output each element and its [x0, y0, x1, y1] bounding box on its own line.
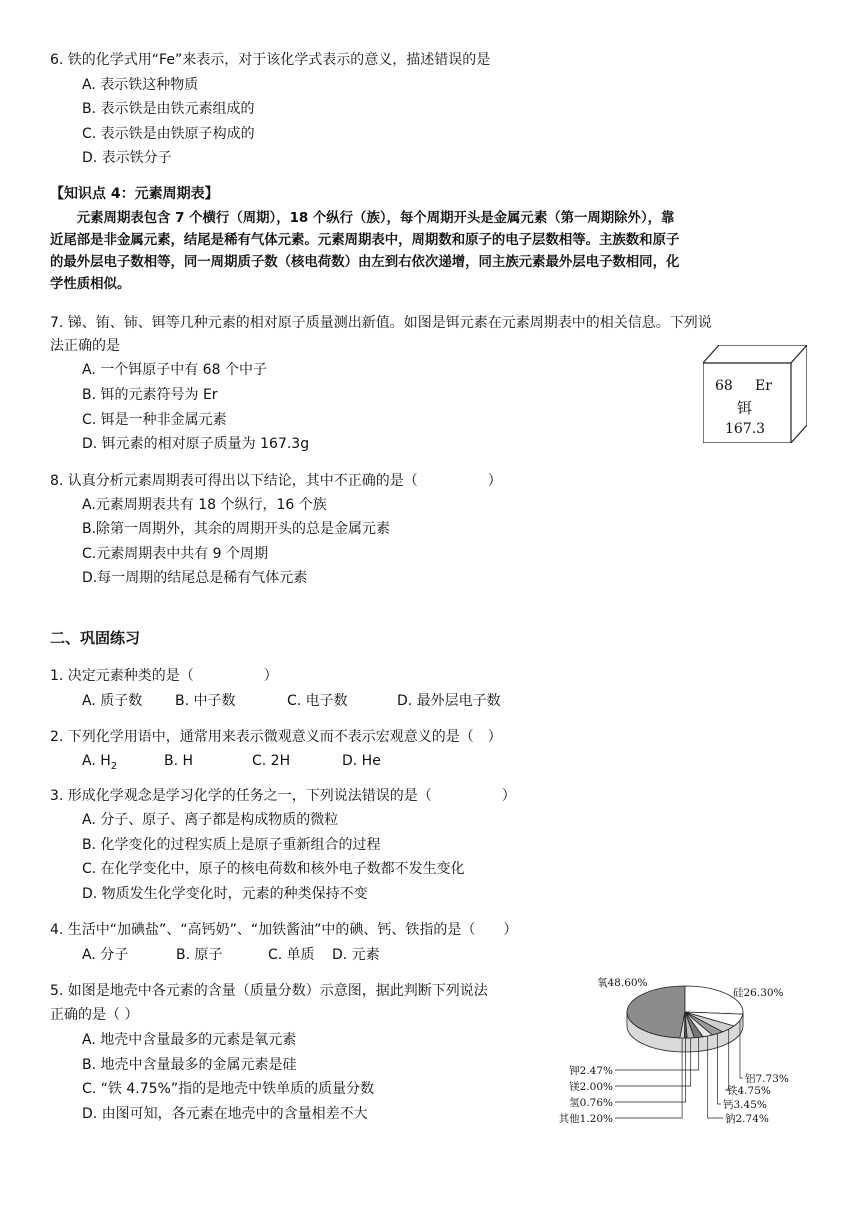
pie-slices	[627, 986, 743, 1038]
kp4-body-line: 近尾部是非金属元素，结尾是稀有气体元素。元素周期表中，周期数和原子的电子层数相等。主族数和原子	[50, 233, 680, 248]
q6-option-b: B. 表示铁是由铁元素组成的	[82, 101, 255, 117]
p3-option-d: D. 物质发生化学变化时，元素的种类保持不变	[82, 886, 368, 902]
pie-label-硅: 硅26.30%	[733, 987, 784, 999]
p2-subscript: 2	[110, 760, 118, 772]
p1-stem: 1. 决定元素种类的是（ ）	[50, 668, 278, 684]
kp4-body-line: 学性质相似。	[50, 277, 131, 292]
p5-option-d: D. 由图可知，各元素在地壳中的含量相差不大	[82, 1106, 368, 1122]
pie-label-铝: 铝7.73%	[745, 1073, 789, 1085]
q6-option-a: A. 表示铁这种物质	[82, 77, 199, 93]
q6-option-c: C. 表示铁是由铁原子构成的	[82, 126, 255, 142]
q8-option-b: B.除第一周期外，其余的周期开头的总是金属元素	[82, 521, 391, 537]
q8-option-a: A.元素周期表共有 18 个纵行，16 个族	[82, 497, 327, 513]
q7-option-c: C. 铒是一种非金属元素	[82, 412, 227, 428]
p2-option-d: D. He	[342, 753, 381, 769]
kp4-title: 【知识点 4：元素周期表】	[50, 186, 219, 202]
p5-option-a: A. 地壳中含量最多的元素是氧元素	[82, 1032, 297, 1048]
q7-stem-line: 法正确的是	[50, 338, 120, 354]
p5-stem-line: 正确的是（ ）	[50, 1007, 139, 1023]
p2-option-c: C. 2H	[252, 753, 291, 769]
p4-options	[82, 945, 380, 965]
p4-option-b: B. 原子	[176, 947, 223, 963]
kp4-body-line: 元素周期表包含 7 个横行（周期），18 个纵行（族），每个周期开头是金属元素（第一周期除外），靠	[50, 211, 675, 226]
p3-option-c: C. 在化学变化中，原子的核电荷数和核外电子数都不发生变化	[82, 861, 465, 877]
p3-option-b: B. 化学变化的过程实质上是原子重新组合的过程	[82, 837, 381, 853]
p2-options	[82, 751, 381, 777]
p3-option-a: A. 分子、原子、离子都是构成物质的微粒	[82, 812, 339, 828]
crust-element-pie-chart	[555, 970, 800, 1132]
pie-label-氧: 氧48.60%	[597, 977, 648, 989]
p1-option-d: D. 最外层电子数	[397, 693, 501, 709]
q6-option-d: D. 表示铁分子	[82, 150, 172, 166]
p4-option-c: C. 单质	[268, 947, 315, 963]
q6-stem: 6. 铁的化学式用“Fe”来表示，对于该化学式表示的意义，描述错误的是	[50, 52, 491, 68]
element-cell-figure	[703, 345, 807, 443]
pie-label-镁: 镁2.00%	[569, 1081, 613, 1093]
p4-option-a: A. 分子	[82, 947, 129, 963]
pie-label-钙: 钙3.45%	[723, 1099, 767, 1111]
pie-label-铁: 铁4.75%	[727, 1085, 771, 1097]
kp4-body-line: 的最外层电子数相等，同一周期质子数（核电荷数）由左到右依次递增，同主族元素最外层电子数相同，化	[50, 255, 680, 270]
p1-options	[82, 691, 501, 711]
p3-stem: 3. 形成化学观念是学习化学的任务之一，下列说法错误的是（ ）	[50, 788, 516, 804]
q8-option-c: C.元素周期表中共有 9 个周期	[82, 546, 269, 562]
p2-stem: 2. 下列化学用语中，通常用来表示微观意义而不表示宏观意义的是（ ）	[50, 729, 502, 745]
pie-label-氢: 氢0.76%	[569, 1097, 613, 1109]
q8-option-d: D.每一周期的结尾总是稀有气体元素	[82, 570, 308, 586]
p1-option-b: B. 中子数	[175, 693, 236, 709]
q7-option-b: B. 铒的元素符号为 Er	[82, 387, 218, 403]
p1-option-c: C. 电子数	[287, 693, 348, 709]
q8-stem: 8. 认真分析元素周期表可得出以下结论，其中不正确的是（ ）	[50, 473, 502, 489]
element-symbol: Er	[755, 378, 772, 394]
pie-label-其他: 其他1.20%	[558, 1113, 613, 1125]
p2-option-a-text: A. H	[82, 753, 111, 769]
section-title: 二、巩固练习	[50, 629, 141, 647]
q7-stem-line: 7. 锑、铕、铈、铒等几种元素的相对原子质量测出新值。如图是铒元素在元素周期表中的相关信息。下列说	[50, 315, 712, 331]
pie-label-钠: 钠2.74%	[725, 1113, 769, 1125]
pie-label-钾: 钾2.47%	[569, 1065, 613, 1077]
p2-option-a	[82, 751, 164, 777]
q7-option-a: A. 一个铒原子中有 68 个中子	[82, 362, 267, 378]
element-mass: 167.3	[725, 421, 766, 437]
p4-stem: 4. 生活中“加碘盐”、“高钙奶”、“加铁酱油”中的碘、钙、铁指的是（ ）	[50, 922, 518, 938]
element-name: 铒	[737, 399, 753, 417]
p5-stem-line: 5. 如图是地壳中各元素的含量（质量分数）示意图，据此判断下列说法	[50, 983, 488, 999]
q7-option-d: D. 铒元素的相对原子质量为 167.3g	[82, 436, 310, 452]
element-number: 68	[715, 378, 733, 394]
p5-option-b: B. 地壳中含量最多的金属元素是硅	[82, 1057, 297, 1073]
p4-option-d: D. 元素	[332, 947, 380, 963]
p1-option-a: A. 质子数	[82, 693, 143, 709]
p5-option-c: C. “铁 4.75%”指的是地壳中铁单质的质量分数	[82, 1081, 375, 1097]
kp4-body	[50, 208, 812, 296]
p2-option-b: B. H	[164, 753, 194, 769]
